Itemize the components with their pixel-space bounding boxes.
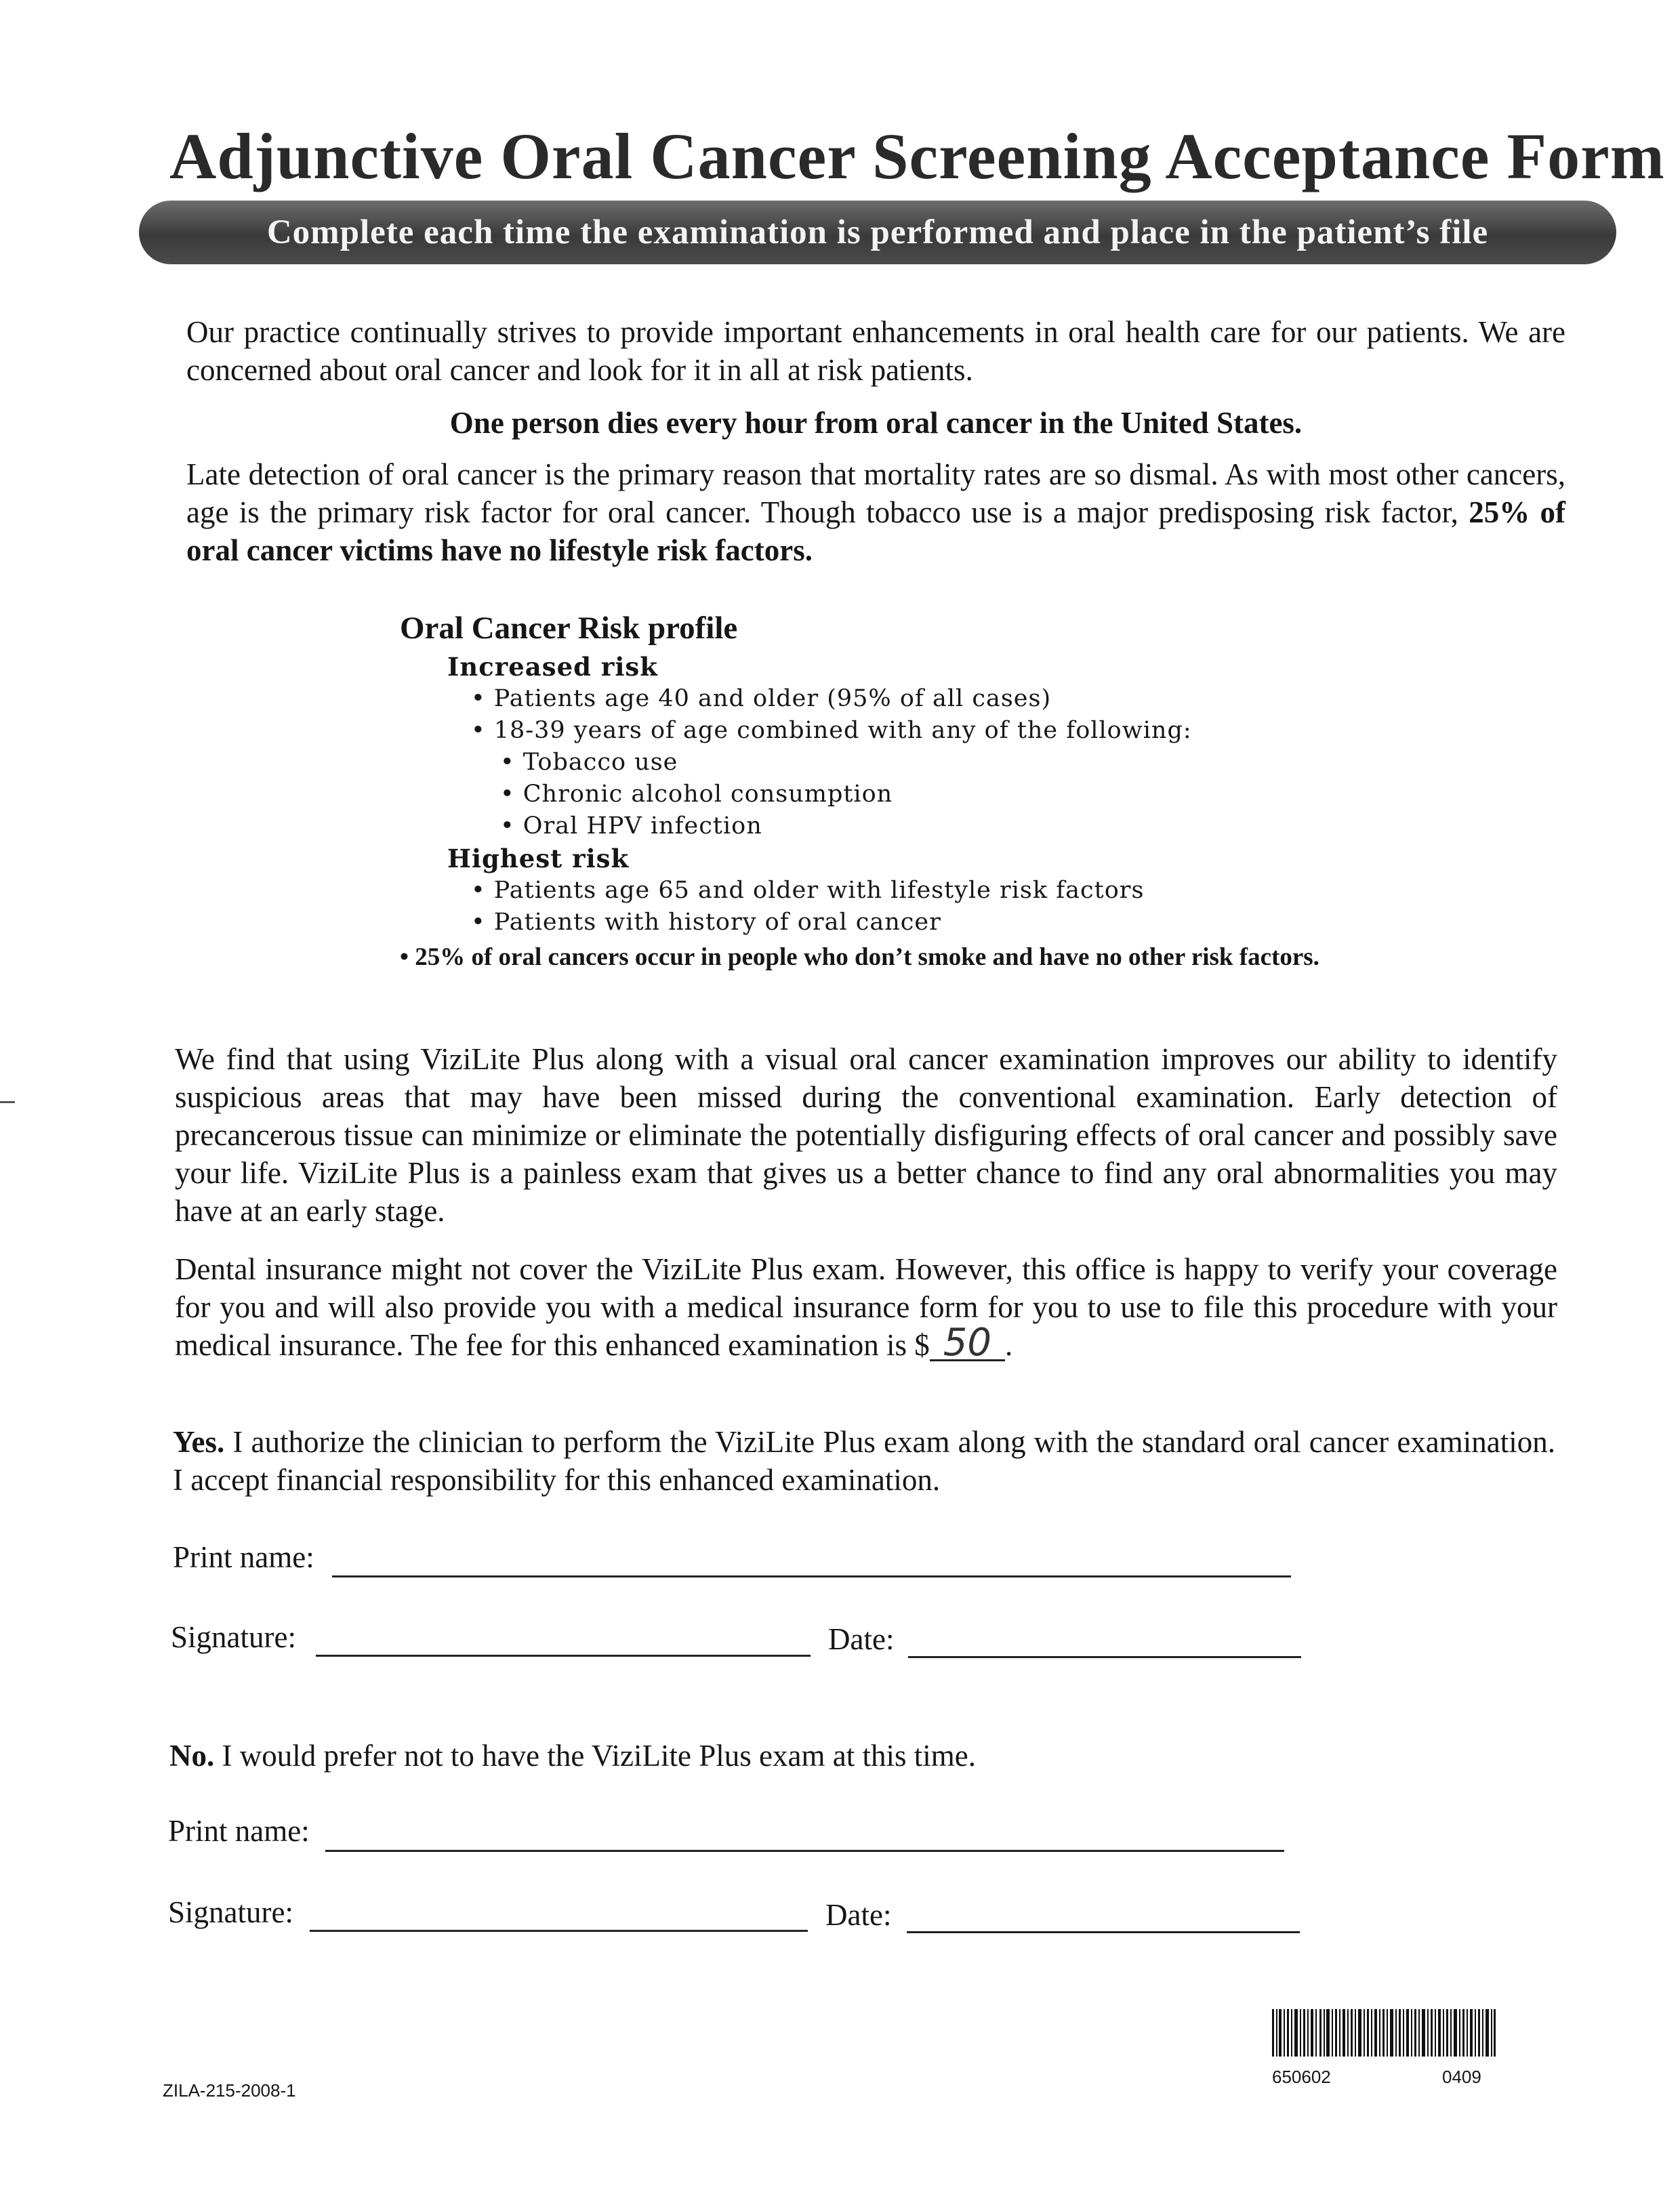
barcode-icon [1272, 2009, 1496, 2057]
late-detection-bold: 25% of oral cancer victims have no lifestyle risk factors. [186, 495, 1565, 567]
no-text: I would prefer not to have the ViziLite Plus exam at this time. [214, 1739, 976, 1773]
form-code: ZILA-215-2008-1 [163, 2080, 296, 2101]
highest-risk-label: Highest risk [447, 844, 630, 873]
list-item: • Chronic alcohol consumption [500, 779, 1484, 810]
no-signature-field[interactable] [310, 1930, 808, 1932]
barcode-number-right: 0409 [1442, 2067, 1481, 2087]
no-print-name-label: Print name: [168, 1814, 310, 1848]
yes-lead: Yes. [173, 1425, 225, 1459]
increased-risk-list [400, 683, 1484, 842]
no-print-name-field[interactable] [325, 1850, 1284, 1852]
list-item: • Patients age 40 and older (95% of all cases) [471, 683, 1484, 715]
late-detection-text: Late detection of oral cancer is the primary reason that mortality rates are so dismal. As with most other cancers, age is the primary risk factor for oral cancer. Though tobacco use is a major predisposing risk factor, [186, 457, 1565, 529]
yes-signature-label: Signature: [171, 1620, 296, 1654]
risk-profile-heading: Oral Cancer Risk profile [400, 611, 738, 646]
insurance-text: Dental insurance might not cover the ViziLite Plus exam. However, this office is happy to verify your coverage for you and will also provide you with a medical insurance form for you to use to file this procedure with your medical insurance. The fee for this enhanced examination is $ [175, 1252, 1557, 1362]
highest-risk-list [400, 875, 1484, 938]
scan-mark [0, 1101, 15, 1103]
insurance-paragraph: Dental insurance might not cover the ViziLite Plus exam. However, this office is happy to verify your coverage for you and will also provide you with a medical insurance form for you to use to file this procedure with your medical insurance. The fee for this enhanced examination is $ 50 . [175, 1252, 1557, 1365]
list-item: • Patients with history of oral cancer [471, 907, 1484, 938]
vizilite-paragraph: We find that using ViziLite Plus along with a visual oral cancer examination improves our ability to identify suspicious areas that may have been missed during the conventional examination. Early detection of precancerous tissue can minimize or eliminate the potentially disfiguring effects of oral cancer and possibly save your life. ViziLite Plus is a painless exam that gives us a better chance to find any oral abnormalities you may have at an early stage. [175, 1042, 1557, 1228]
no-date-field[interactable] [907, 1931, 1300, 1933]
yes-date-label: Date: [828, 1622, 895, 1656]
instruction-banner: Complete each time the examination is performed and place in the patient’s file [139, 201, 1616, 264]
no-signature-label: Signature: [168, 1895, 293, 1929]
risk-note: • 25% of oral cancers occur in people who don’t smoke and have no other risk factors. [400, 943, 1319, 971]
list-item: • Patients age 65 and older with lifestyle risk factors [471, 875, 1484, 907]
list-item: • 18-39 years of age combined with any of the following: [471, 715, 1484, 747]
increased-risk-label: Increased risk [447, 652, 658, 682]
yes-authorization [173, 1423, 1555, 1499]
barcode-number-left: 650602 [1272, 2067, 1331, 2087]
risk-profile [400, 610, 1484, 972]
yes-date-field[interactable] [908, 1656, 1301, 1658]
yes-print-name-label: Print name: [173, 1540, 314, 1574]
form-title: Adjunctive Oral Cancer Screening Acceptance Form [169, 120, 1665, 192]
yes-signature-field[interactable] [316, 1655, 811, 1657]
no-date-label: Date: [825, 1898, 892, 1932]
intro-paragraph: Our practice continually strives to provide important enhancements in oral health care for our patients. We are concerned about oral cancer and look for it in all at risk patients. [186, 315, 1565, 387]
mortality-highlight: One person dies every hour from oral cancer in the United States. [449, 406, 1303, 440]
late-detection-paragraph [186, 455, 1565, 569]
yes-print-name-field[interactable] [332, 1575, 1291, 1577]
yes-text: I authorize the clinician to perform the ViziLite Plus exam along with the standard oral cancer examination. I accept financial responsibility for this enhanced examination. [173, 1425, 1555, 1497]
no-decline [169, 1737, 1552, 1775]
fee-field[interactable]: 50 [930, 1327, 1005, 1361]
list-item: • Oral HPV infection [500, 810, 1484, 842]
no-lead: No. [169, 1739, 215, 1773]
list-item: • Tobacco use [500, 747, 1484, 779]
